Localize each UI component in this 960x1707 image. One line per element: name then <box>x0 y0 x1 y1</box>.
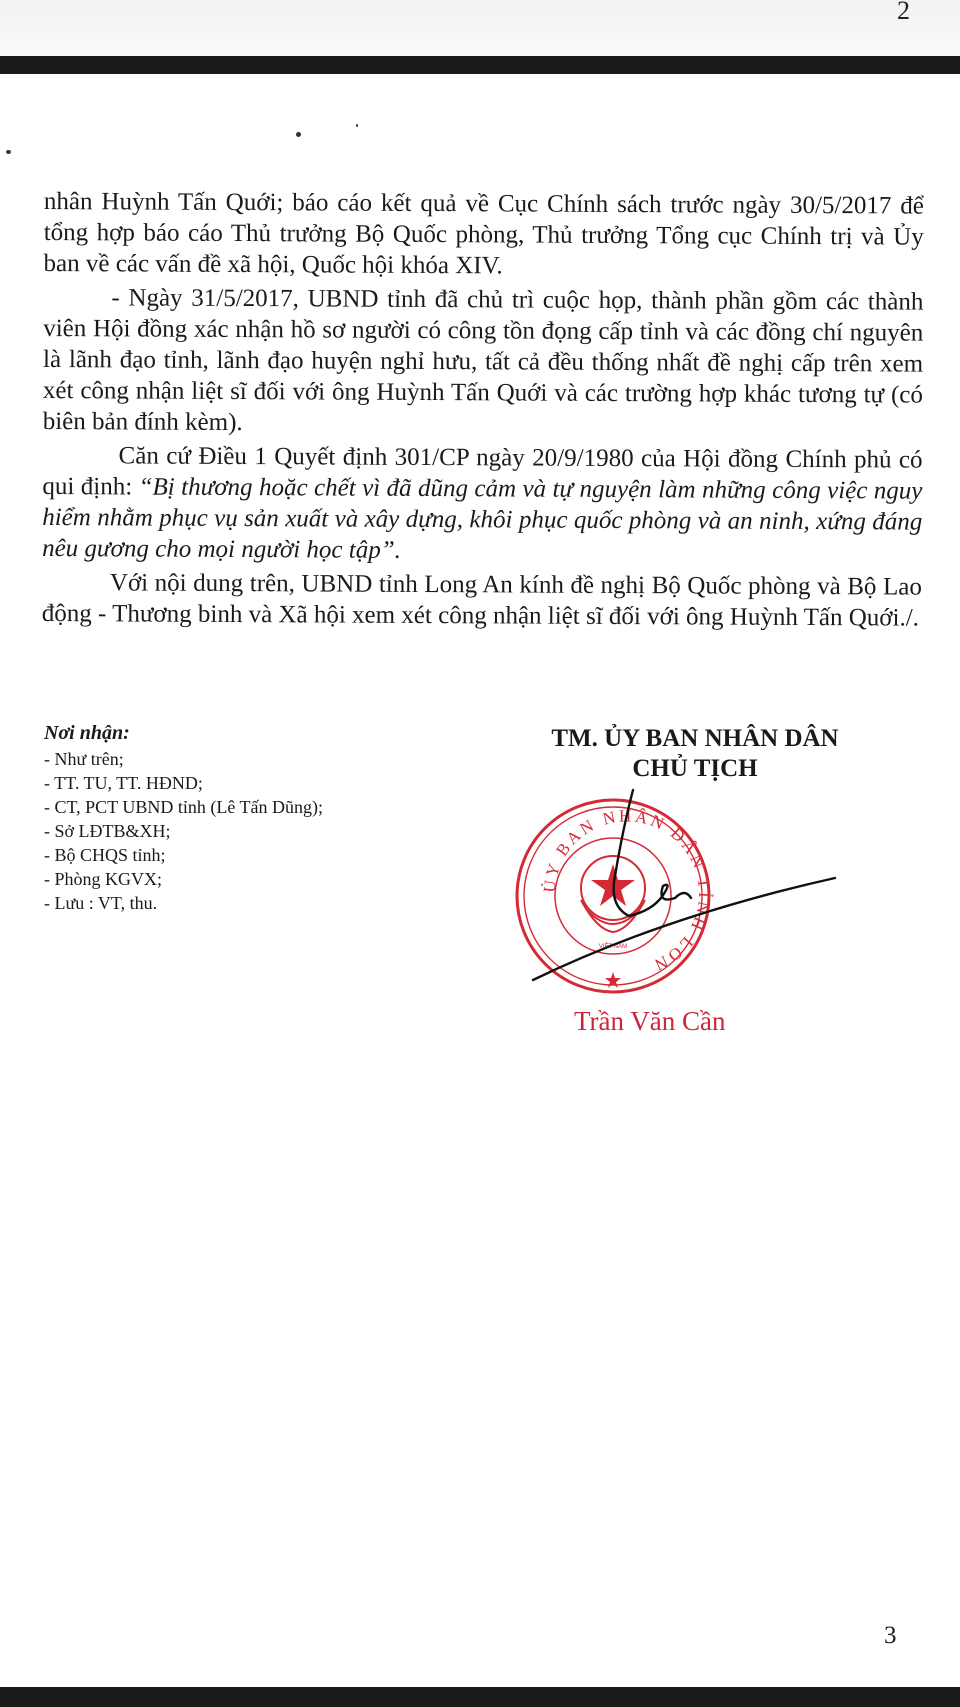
page-separator-bar-bottom <box>0 1687 960 1707</box>
paragraph-4: Với nội dung trên, UBND tỉnh Long An kính đề nghị Bộ Quốc phòng và Bộ Lao động - Thương binh và Xã hội xem xét công nhận liệt sĩ đối với ông Huỳnh Tấn Quới./. <box>41 569 922 632</box>
recipients-title: Nơi nhận: <box>44 722 130 744</box>
previous-page-number: 2 <box>897 0 910 25</box>
scan-speck <box>356 124 358 127</box>
official-seal-icon <box>505 788 845 998</box>
scan-speck <box>6 150 11 154</box>
recipient-item: - Phòng KGVX; <box>44 869 163 889</box>
paragraph-3 <box>42 440 923 569</box>
signature-block <box>500 724 890 784</box>
recipients-block <box>44 721 464 915</box>
recipient-item: - Bộ CHQS tỉnh; <box>44 845 166 865</box>
scan-speck <box>296 132 301 137</box>
signature-organization: TM. ỦY BAN NHÂN DÂN <box>551 725 839 752</box>
letter-body <box>42 186 924 637</box>
recipient-item: - TT. TU, TT. HĐND; <box>44 773 203 793</box>
signer-name: Trần Văn Cần <box>574 1006 726 1036</box>
paragraph-2: - Ngày 31/5/2017, UBND tỉnh đã chủ trì cuộc họp, thành phần gồm các thành viên Hội đồng xác nhận hồ sơ người có công tồn đọng cấp tỉnh và các đồng chí nguyên là lãnh đạo tỉnh, lãnh đạo huyện nghỉ hưu, tất cả đều thống nhất đề nghị cấp trên xem xét công nhận liệt sĩ đối với ông Huỳnh Tấn Quới và các trường hợp khác tương tự (có biên bản đính kèm). <box>42 284 924 437</box>
signature-role: CHỦ TỊCH <box>632 755 758 782</box>
seal-center-text: VIỆT NAM <box>598 944 628 950</box>
seal-and-signature <box>505 788 845 998</box>
paragraph-3-lead: Căn cứ Điều 1 Quyết định 301/CP ngày 20/9/1980 của Hội đồng Chính phủ có qui định: <box>42 442 923 501</box>
recipient-item: - Lưu : VT, thu. <box>44 893 158 913</box>
page-number: 3 <box>884 1622 897 1649</box>
recipient-item: - Như trên; <box>44 749 124 769</box>
seal-ring-text: ỦY BAN NHÂN DÂN TỈNH LON <box>539 806 715 976</box>
recipient-item: - Sở LĐTB&XH; <box>44 821 171 841</box>
previous-page-strip <box>0 0 960 56</box>
recipient-item: - CT, PCT UBND tỉnh (Lê Tấn Dũng); <box>44 797 323 817</box>
page-separator-bar-top <box>0 56 960 74</box>
paragraph-3-quote: “Bị thương hoặc chết vì đã dũng cảm và tự nguyện làm những công việc nguy hiểm nhằm phục vụ sản xuất và xây dựng, khôi phục quốc phòng và an ninh, xứng đáng nêu gương cho mọi người học tập”. <box>42 473 923 564</box>
paragraph-1: nhân Huỳnh Tấn Quới; báo cáo kết quả về Cục Chính sách trước ngày 30/5/2017 để tổng hợp báo cáo Thủ trưởng Bộ Quốc phòng, Thủ trưởng Tổng cục Chính trị và Ủy ban về các vấn đề xã hội, Quốc hội khóa XIV. <box>43 187 924 280</box>
